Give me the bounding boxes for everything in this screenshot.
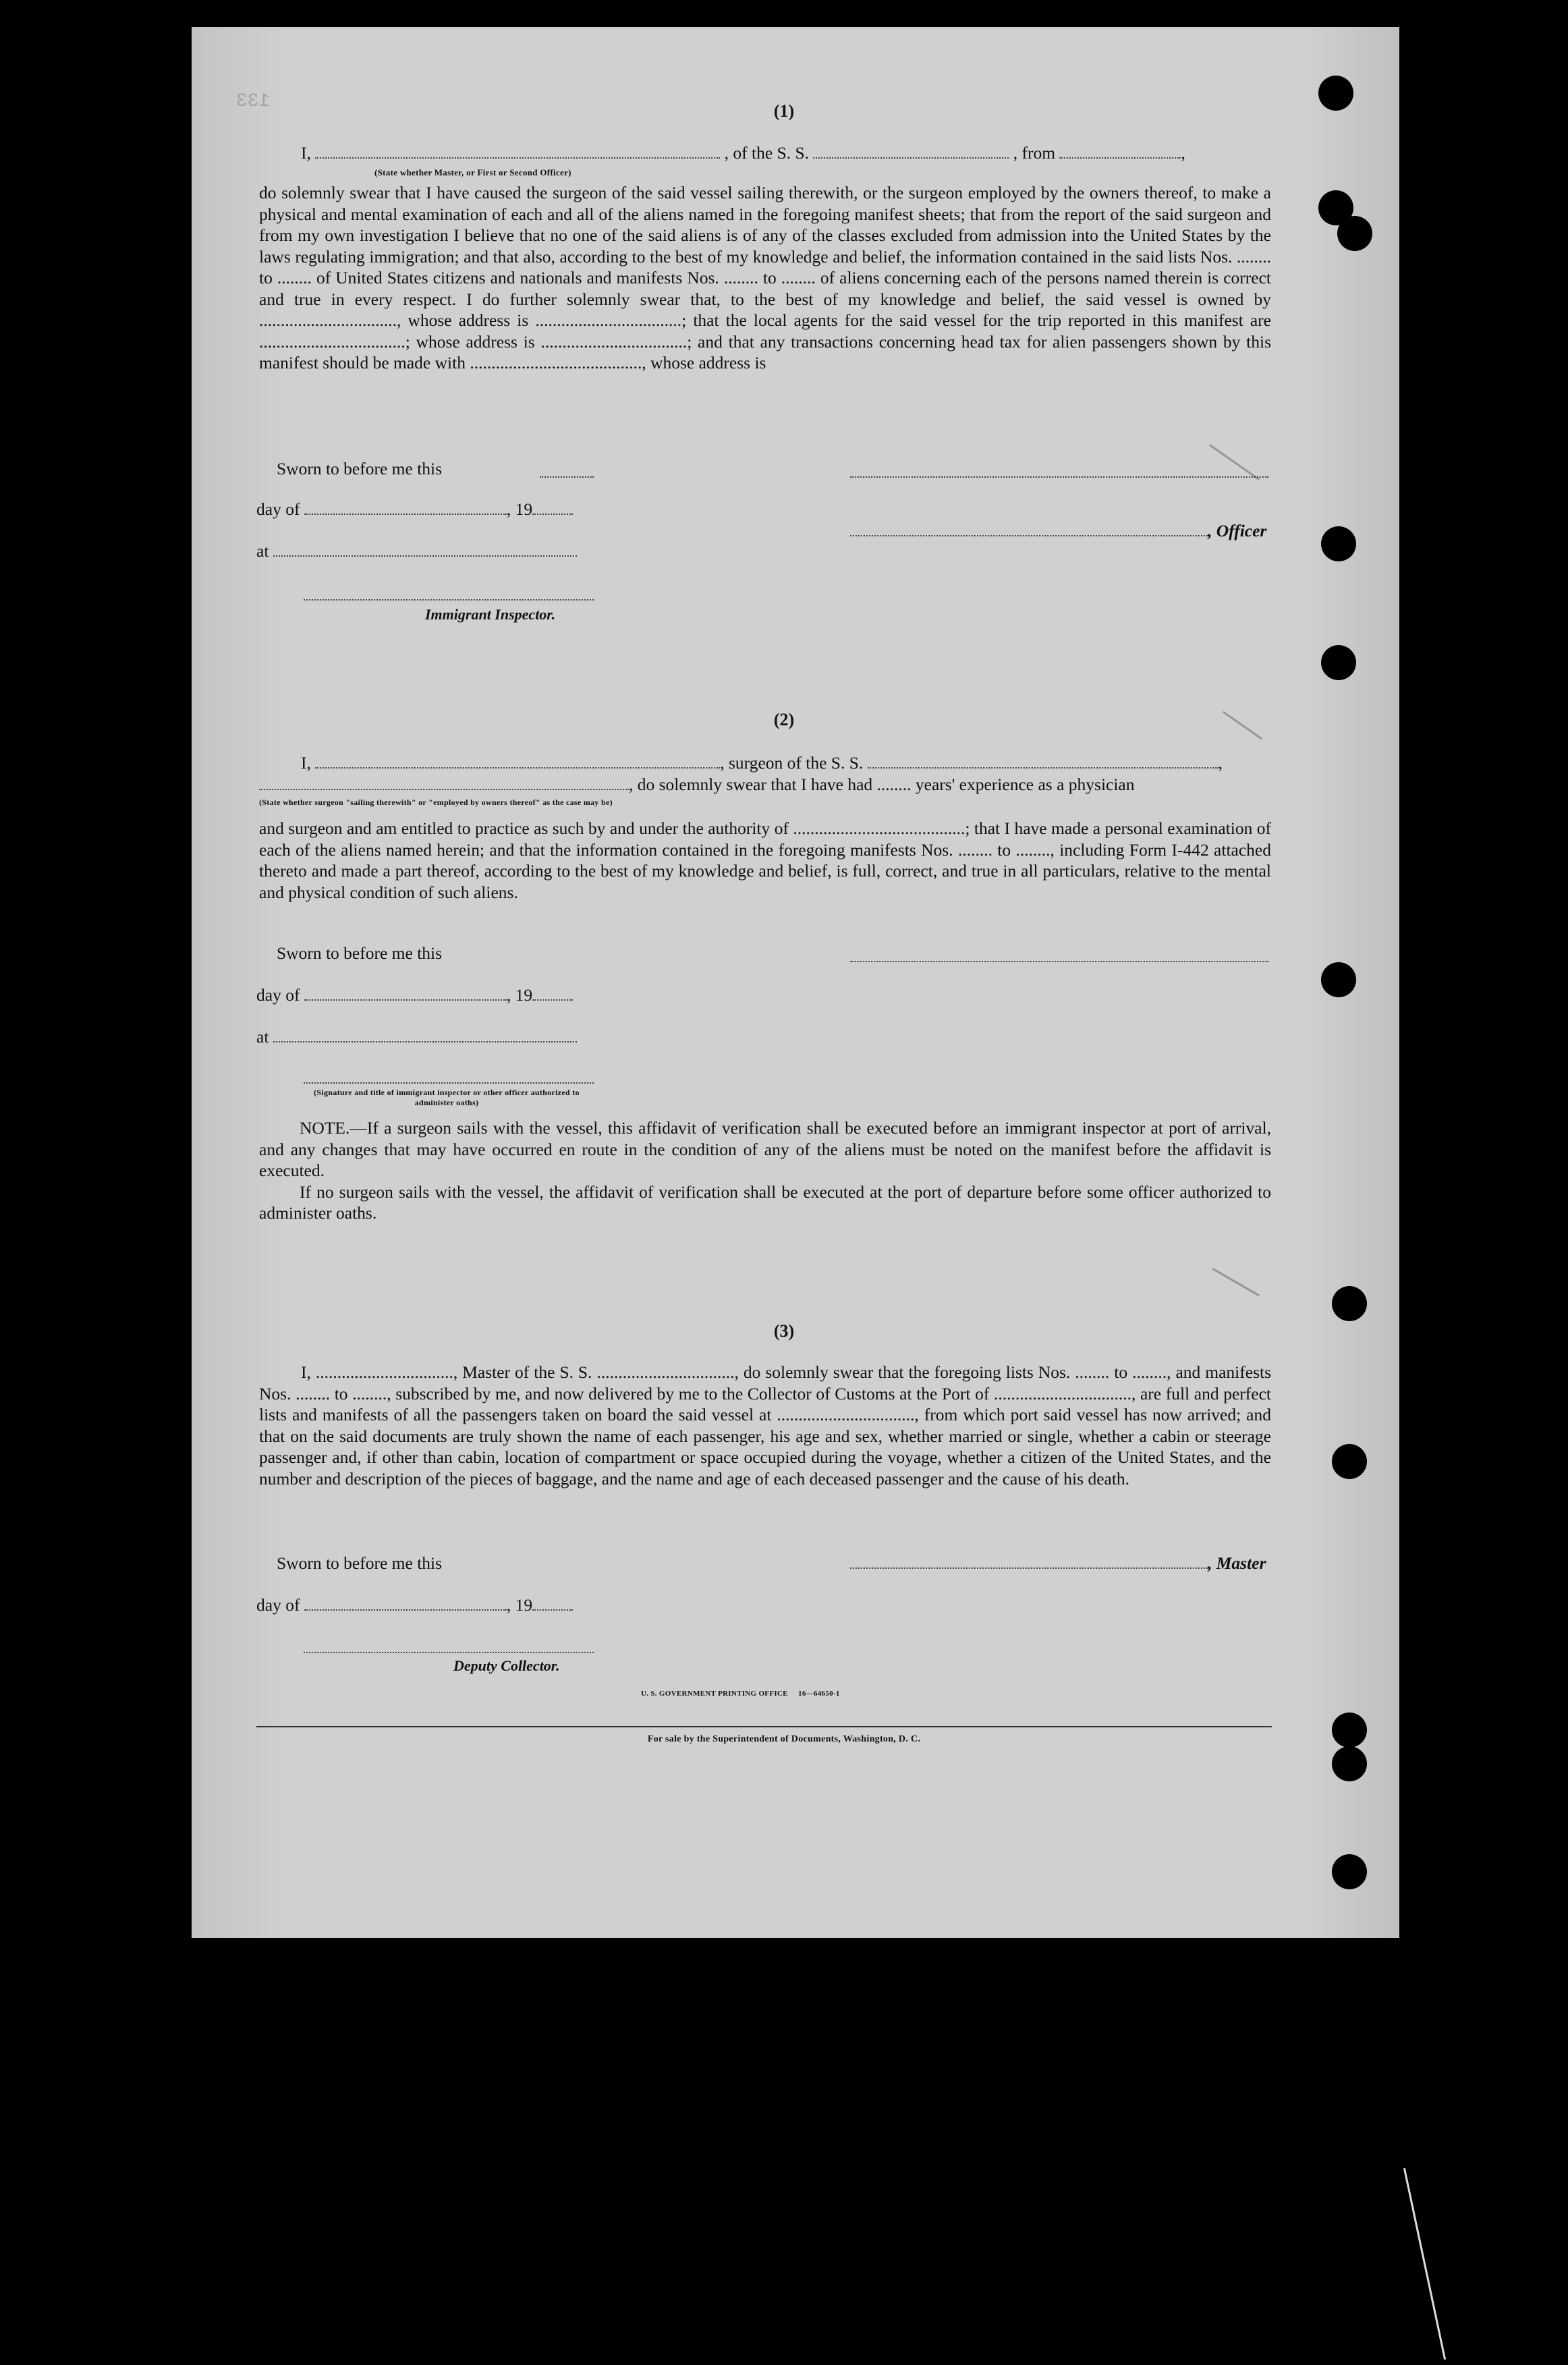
day-of-3 bbox=[256, 1595, 573, 1615]
punch-hole bbox=[1332, 1444, 1367, 1479]
pronoun-i: I, bbox=[301, 753, 316, 773]
punch-hole bbox=[1321, 645, 1356, 680]
inspector-caption: Immigrant Inspector. bbox=[425, 606, 556, 623]
section-2-number: (2) bbox=[773, 710, 795, 729]
at-field[interactable] bbox=[273, 555, 577, 557]
section-1-number: (1) bbox=[773, 101, 795, 121]
year-label: , 19 bbox=[506, 1595, 533, 1615]
officer-signature-2[interactable] bbox=[304, 1082, 594, 1084]
year-label: , 19 bbox=[506, 985, 533, 1005]
surgeon-vessel-label: , surgeon of the S. S. bbox=[720, 753, 868, 773]
officer-line bbox=[850, 521, 1266, 541]
year-field[interactable] bbox=[532, 513, 573, 515]
surgeon-signature[interactable] bbox=[850, 961, 1268, 962]
collector-caption: Deputy Collector. bbox=[453, 1657, 560, 1674]
section-3-paragraph bbox=[259, 1362, 1271, 1489]
from-label: , from bbox=[1013, 143, 1060, 163]
year-field[interactable] bbox=[532, 999, 573, 1001]
day-of-label: day of bbox=[256, 499, 300, 519]
punch-hole bbox=[1321, 962, 1356, 997]
note-label: NOTE. bbox=[300, 1118, 350, 1138]
sworn-1-field[interactable] bbox=[540, 476, 594, 478]
punch-hole bbox=[1321, 526, 1356, 561]
officer-field[interactable] bbox=[850, 535, 1208, 536]
punch-hole bbox=[1332, 1286, 1367, 1321]
note-text: —If a surgeon sails with the vessel, this affidavit of verification shall be executed before an immigrant inspector at port of arrival, and any changes that may have occurred en route in the condition of any of the aliens must be noted on the manifest before the affidavit is executed. bbox=[259, 1118, 1271, 1180]
note-block bbox=[259, 1117, 1271, 1224]
pen-mark bbox=[1403, 2168, 1446, 2360]
sworn-1: Sworn to before me this bbox=[277, 459, 443, 478]
year-label: , 19 bbox=[506, 499, 533, 519]
day-field[interactable] bbox=[304, 999, 507, 1001]
section-3-number: (3) bbox=[773, 1321, 795, 1341]
pronoun-i: I, bbox=[301, 143, 316, 163]
note-paragraph-2: If no surgeon sails with the vessel, the affidavit of verification shall be executed at the port of departure before some officer authorized to administer oaths. bbox=[259, 1181, 1271, 1223]
day-field[interactable] bbox=[304, 513, 507, 515]
at-label: at bbox=[256, 1027, 269, 1047]
at-field[interactable] bbox=[273, 1041, 577, 1042]
collector-signature[interactable] bbox=[304, 1652, 594, 1653]
vessel-field[interactable] bbox=[813, 157, 1009, 159]
oath-text: do solemnly swear that I have caused the surgeon of the said vessel sailing therewith, or the surgeon employed by the owners thereof, to make a physical and mental examination of each and all of the aliens named in the foregoing manifest sheets; that from the report of the said surgeon and from my own investigation I believe that no one of the said aliens is of any of the classes excluded from admission into the United States by the laws regulating immigration; and that also, according to the best of my knowledge and belief, the information contained in the said lists Nos. ........ to ........ of United States citizens and nationals and manifests Nos. ........ to ........ of aliens concerning each of the persons named therein is correct and true in every respect. I do further solemnly swear that, to the best of my knowledge and belief, the said vessel is owned by ................................, whose address is ..................................; that the local agents for the said vessel for the trip reported in this manifest are ..................................; whose address is ..................................; and that any transactions concerning head tax for alien passengers shown by this manifest should be made with ........................................, whose address is bbox=[259, 183, 1271, 372]
surgeon-name-field[interactable] bbox=[315, 767, 720, 769]
surgeon-note: (State whether surgeon "sailing therewith" or "employed by owners thereof" as the case may be) bbox=[259, 798, 613, 807]
master-line bbox=[850, 1553, 1266, 1574]
day-of-label: day of bbox=[256, 1595, 300, 1615]
at-1 bbox=[256, 541, 577, 561]
day-of-1 bbox=[256, 499, 573, 520]
inspector-signature[interactable] bbox=[304, 599, 594, 601]
surgeon-oath-text: and surgeon and am entitled to practice as such by and under the authority of ........................................; that I have made a personal examination of each of the aliens named herein; and that the information contained in the foregoing manifests Nos. ........ to ........, including Form I-442 attached thereto and made a part thereof, according to the best of my knowledge and belief, is full, correct, and true in all particulars, relative to the mental and physical condition of such aliens. bbox=[259, 818, 1271, 902]
section-2-paragraph bbox=[259, 818, 1271, 903]
sworn-3: Sworn to before me this bbox=[277, 1553, 443, 1573]
note-paragraph bbox=[259, 1117, 1271, 1181]
footer-rule bbox=[256, 1726, 1272, 1727]
rank-field[interactable] bbox=[315, 157, 720, 159]
section-1-first-line: I, , of the S. S. , from , bbox=[301, 143, 1185, 163]
officer-signature-top[interactable] bbox=[850, 476, 1268, 478]
bleed-through-text: 133 bbox=[236, 91, 271, 112]
officer-caption-2: (Signature and title of immigrant inspector or other officer authorized to administer oaths) bbox=[314, 1088, 580, 1107]
section-2-first-line: I, , surgeon of the S. S. , bbox=[301, 753, 1223, 773]
at-label: at bbox=[256, 541, 269, 561]
surgeon-status-field[interactable] bbox=[259, 789, 629, 790]
section-2-second-line bbox=[259, 775, 1271, 795]
master-signature[interactable] bbox=[850, 1567, 1208, 1569]
section-1-paragraph bbox=[259, 182, 1271, 374]
surgeon-vessel-field[interactable] bbox=[868, 767, 1219, 769]
experience-text: , do solemnly swear that I have had ........ years' experience as a physician bbox=[629, 775, 1135, 794]
printing-office: U. S. GOVERNMENT PRINTING OFFICE 16—64650-1 bbox=[641, 1690, 840, 1698]
master-oath-text: I, ................................, Master of the S. S. ................................, do solemnly swear that the foregoing lists Nos. ........ to ........, and manifests Nos. ........ to ........, subscribed by me, and now delivered by me to the Collector of Customs at the Port of ................................, are full and perfect lists and manifests of all the passengers taken on board the said vessel at ................................, from which port said vessel has now arrived; and that on the said documents are truly shown the name of each passenger, his age and sex, whether married or single, whether a cabin or steerage passenger and, if other than cabin, location of compartment or space occupied during the voyage, whether a citizen of the United States, and the number and description of the pieces of baggage, and the name and age of each deceased passenger and the cause of his death. bbox=[259, 1362, 1271, 1488]
punch-hole bbox=[1332, 1746, 1367, 1781]
punch-hole bbox=[1332, 1854, 1367, 1889]
sworn-2: Sworn to before me this bbox=[277, 943, 443, 963]
day-of-label: day of bbox=[256, 985, 300, 1005]
at-2 bbox=[256, 1027, 577, 1047]
vessel-label: , of the S. S. bbox=[724, 143, 814, 163]
rank-note: (State whether Master, or First or Second Officer) bbox=[374, 167, 571, 177]
master-label: , Master bbox=[1208, 1553, 1266, 1573]
day-field[interactable] bbox=[304, 1609, 507, 1611]
from-field[interactable] bbox=[1059, 157, 1181, 159]
day-of-2 bbox=[256, 985, 573, 1005]
officer-label: , Officer bbox=[1208, 521, 1267, 540]
sale-notice: For sale by the Superintendent of Documents, Washington, D. C. bbox=[647, 1734, 921, 1744]
punch-hole bbox=[1337, 216, 1372, 251]
year-field[interactable] bbox=[532, 1609, 573, 1611]
